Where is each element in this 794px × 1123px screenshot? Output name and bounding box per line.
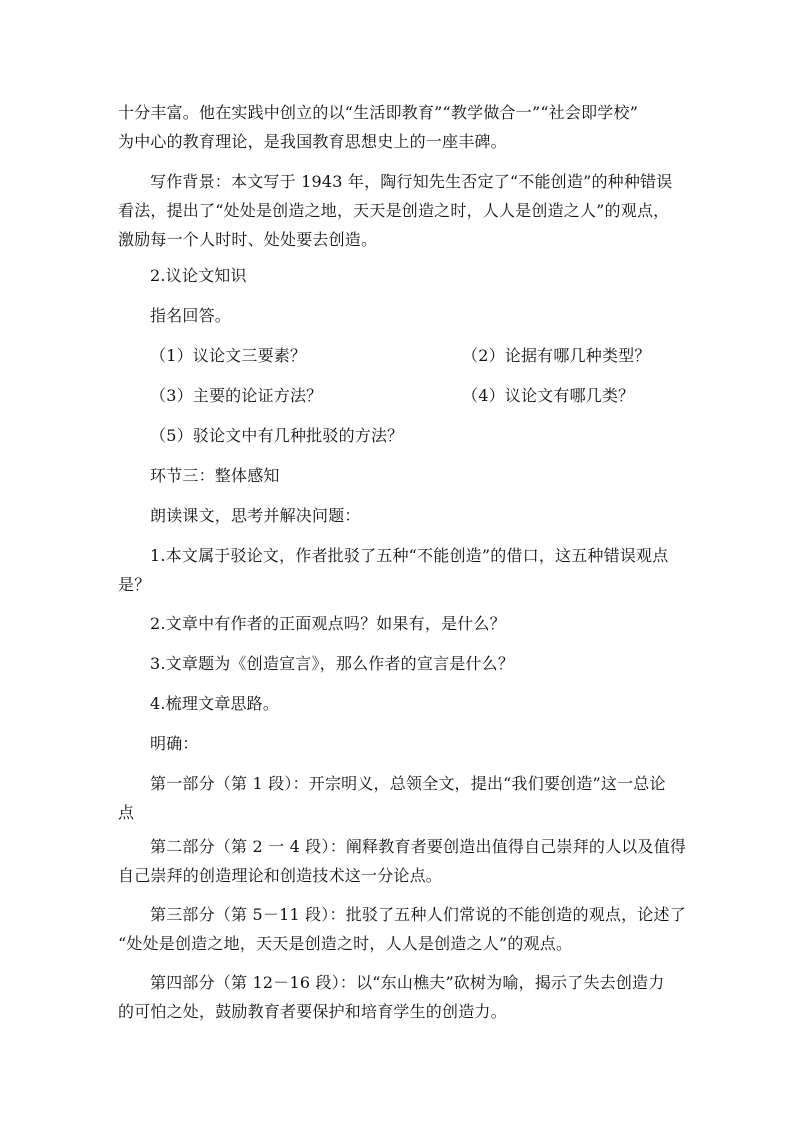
background-paragraph <box>118 167 678 254</box>
prompt-text: 指名回答。 <box>150 306 232 325</box>
part-1 <box>118 769 678 827</box>
task-1-line-2: 是？ <box>118 575 151 594</box>
background-line-3: 激励每一个人时时、处处要去创造。 <box>118 230 378 249</box>
question-2: （2）论据有哪几种类型？ <box>462 346 651 365</box>
task-1-line-1: 1.本文属于驳论文，作者批驳了五种“不能创造”的借口，这五种错误观点 <box>150 546 669 565</box>
part-2-line-2: 自己崇拜的创造理论和创造技术这一分论点。 <box>118 866 443 885</box>
task-2: 2.文章中有作者的正面观点吗？如果有，是什么？ <box>150 614 506 633</box>
part-4 <box>118 968 678 1026</box>
part-3-line-2: “处处是创造之地，天天是创造之时，人人是创造之人”的观点。 <box>118 934 573 953</box>
clarify-label: 明确： <box>150 734 199 753</box>
intro-line-1: 十分丰富。他在实践中创立的以“生活即教育”“教学做合一”“社会即学校” <box>118 103 639 122</box>
section-heading: 2.议论文知识 <box>150 266 247 285</box>
part-4-line-2: 的可怕之处，鼓励教育者要保护和培育学生的创造力。 <box>118 1002 507 1021</box>
step-heading: 环节三：整体感知 <box>150 466 280 485</box>
reading-task: 朗读课文，思考并解决问题： <box>150 506 361 525</box>
question-4: （4）议论文有哪几类？ <box>462 386 635 405</box>
part-1-line-1: 第一部分（第 1 段）：开宗明义，总领全文，提出“我们要创造”这一总论 <box>150 774 666 793</box>
question-3: （3）主要的论证方法？ <box>150 386 323 405</box>
task-4: 4.梳理文章思路。 <box>150 694 280 713</box>
task-3: 3.文章题为《创造宣言》，那么作者的宣言是什么？ <box>150 654 515 673</box>
background-line-2: 看法，提出了“处处是创造之地，天天是创造之时，人人是创造之人”的观点， <box>118 201 670 220</box>
part-3 <box>118 900 686 958</box>
part-1-line-2: 点 <box>118 803 135 822</box>
question-1: （1）议论文三要素？ <box>150 346 307 365</box>
part-4-line-1: 第四部分（第 12－16 段）：以“东山樵夫”砍树为喻，揭示了失去创造力 <box>150 973 665 992</box>
intro-paragraph <box>118 98 678 156</box>
question-5: （5）驳论文中有几种批驳的方法？ <box>150 426 404 445</box>
part-2-line-1: 第二部分（第 2 一 4 段）：阐释教育者要创造出值得自己崇拜的人以及值得 <box>150 837 687 856</box>
background-line-1: 写作背景：本文写于 1943 年，陶行知先生否定了“不能创造”的种种错误 <box>150 172 673 191</box>
task-1 <box>118 541 678 599</box>
part-2 <box>118 832 687 890</box>
part-3-line-1: 第三部分（第 5－11 段）：批驳了五种人们常说的不能创造的观点，论述了 <box>150 905 686 924</box>
intro-line-2: 为中心的教育理论，是我国教育思想史上的一座丰碑。 <box>118 132 507 151</box>
